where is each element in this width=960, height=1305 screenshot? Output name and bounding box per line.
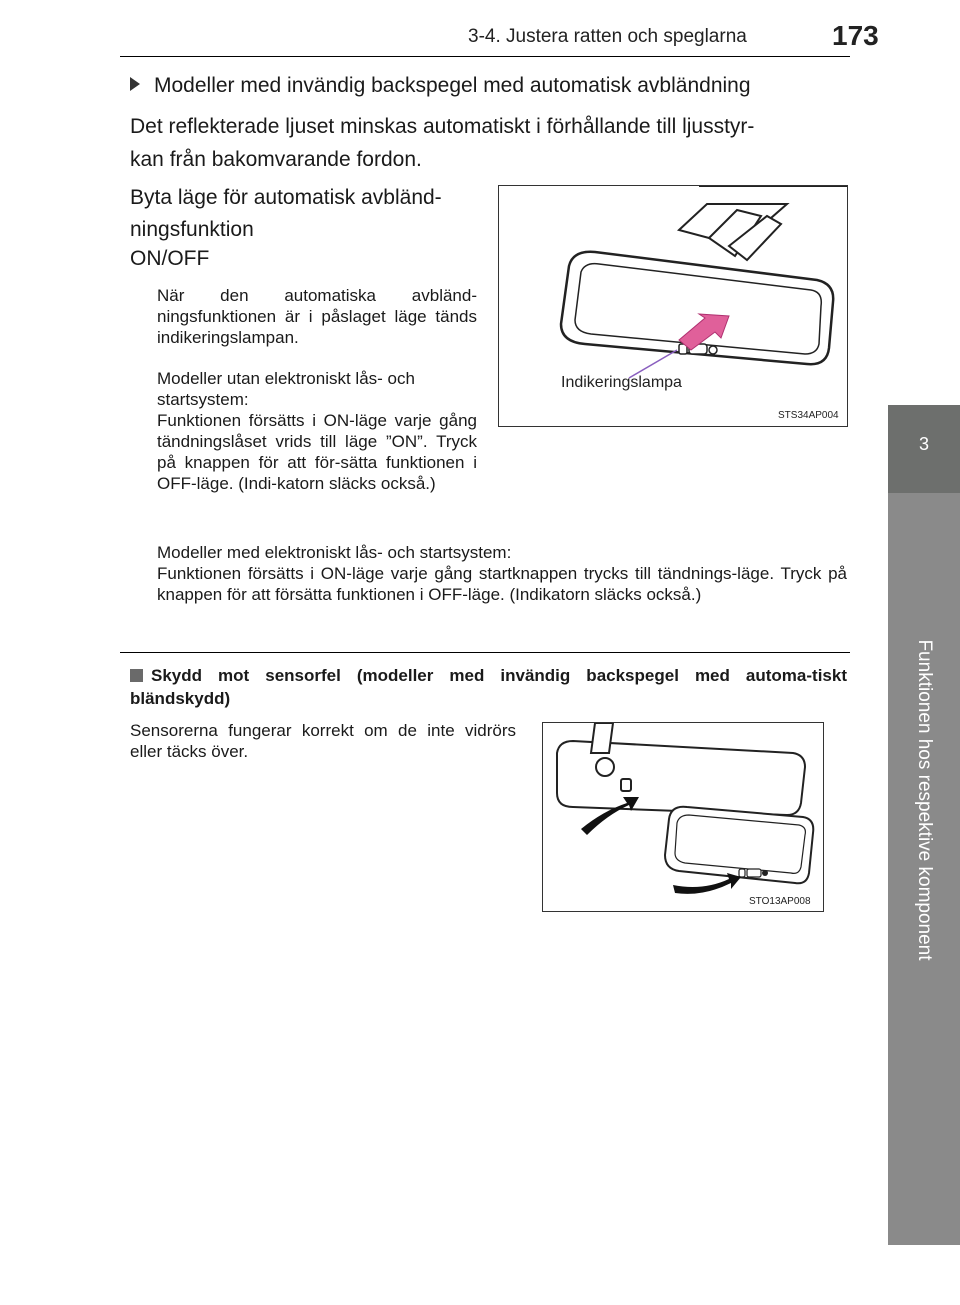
note-with-smart-body: Funktionen försätts i ON-läge varje gång startknappen trycks till tändnings-läge. Tryck på knappen för att försätta funktionen i OFF-läge. (Indikatorn släcks också.) [157, 564, 847, 604]
section-divider [120, 652, 850, 653]
section-heading [130, 664, 847, 710]
section-body: Sensorerna fungerar korrekt om de inte vidrörs eller täcks över. [130, 721, 516, 761]
figure1-code: STS34AP004 [778, 410, 839, 421]
intro-line-1: Det reflekterade ljuset minskas automatiskt i förhållande till ljusstyr- [130, 115, 755, 138]
intro-paragraph [130, 110, 847, 176]
mode-switch-line-1: Byta läge för automatisk avbländ- [130, 186, 442, 209]
indicator-lamp-label: Indikeringslampa [561, 374, 682, 391]
square-bullet-icon [130, 669, 143, 682]
note-with-smart-key [157, 542, 847, 605]
intro-line-2: kan från bakomvarande fordon. [130, 148, 422, 171]
section-title: 3-4. Justera ratten och speglarna [468, 26, 747, 47]
note-without-smart-heading: Modeller utan elektroniskt lås- och startsystem: [157, 369, 415, 409]
note-with-smart-heading: Modeller med elektroniskt lås- och startsystem: [157, 543, 512, 562]
bullet-heading [130, 74, 751, 98]
note-indicator: När den automatiska avbländ-ningsfunktionen är i påslaget läge tänds indikeringslampan. [157, 286, 477, 347]
note-without-smart-body: Funktionen försätts i ON-läge varje gång tändningslåset vrids till läge ”ON”. Tryck på knappen för att för-sätta funktionen i OFF-läge. (Indi-katorn släcks också.) [157, 411, 477, 493]
chapter-number: 3 [918, 434, 929, 454]
sensor-shape [709, 346, 717, 354]
figure2-code: STO13AP008 [749, 896, 811, 907]
chapter-title: Funktionen hos respektive komponent [914, 639, 935, 961]
bullet-heading-text: Modeller med invändig backspegel med automatisk avbländning [154, 74, 751, 97]
rear-sensor-shape [621, 779, 631, 791]
mode-switch-label [130, 182, 478, 246]
header-rule [120, 56, 850, 57]
triangle-bullet-icon [130, 77, 140, 91]
front-sensor-arrow-icon [673, 873, 741, 894]
mode-switch-line-2: ningsfunktion [130, 218, 254, 241]
page-number: 173 [832, 20, 879, 51]
onoff-label: ON/OFF [130, 247, 210, 270]
figure-mirror-indicator [498, 185, 848, 427]
sensors-illustration [543, 723, 823, 911]
figure-mirror-sensors [542, 722, 824, 912]
section-heading-text: Skydd mot sensorfel (modeller med invändig backspegel med automa-tiskt bländskydd) [130, 666, 847, 708]
front-sensor-shape [762, 870, 768, 876]
note-without-smart-key [157, 368, 477, 494]
